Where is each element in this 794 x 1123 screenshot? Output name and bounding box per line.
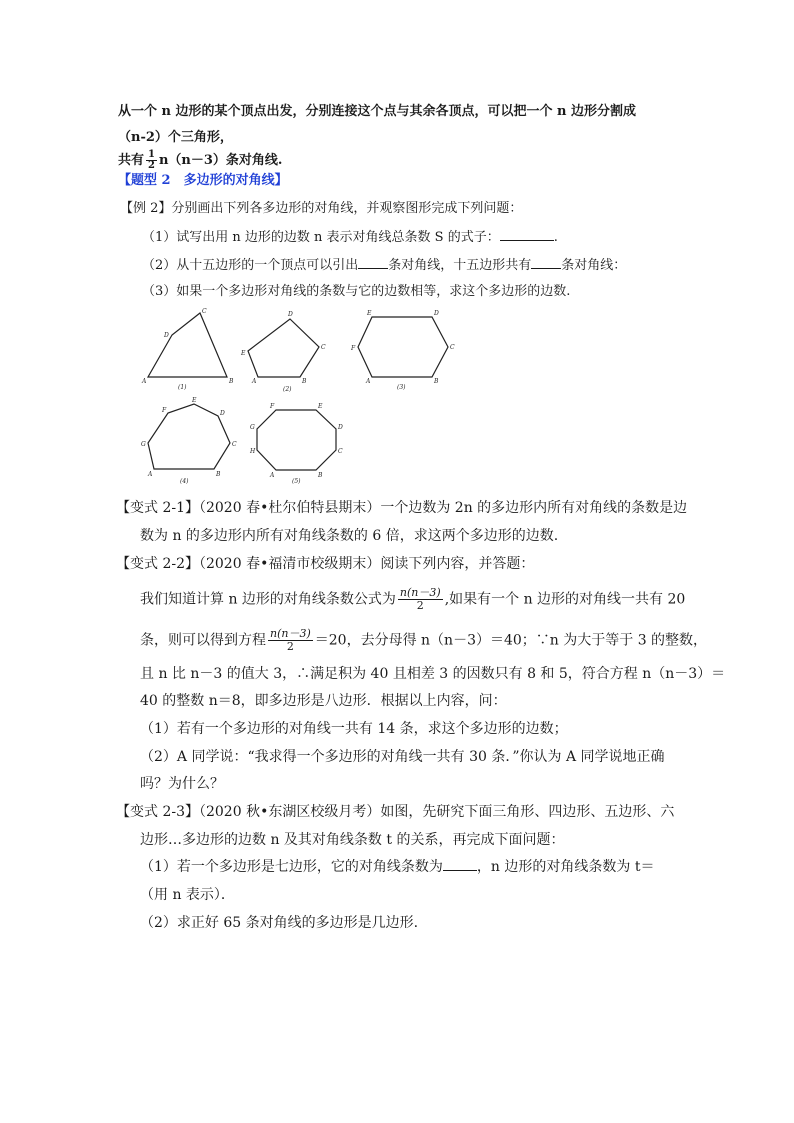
vertex-label: D (288, 311, 293, 318)
example-2-stem: 【例 2】分别画出下列各多边形的对角线，并观察图形完成下列问题： (120, 201, 523, 216)
figure-caption: (5) (292, 478, 301, 485)
example-2-q2 (142, 256, 626, 274)
variant-2-2-p2-pre: 条，则可以得到方程 (140, 632, 266, 649)
variant-2-2-para-2 (140, 628, 707, 653)
vertex-label: C (338, 448, 343, 455)
octagon-shape (257, 410, 336, 470)
intro-line-2: （n-2）个三角形， (118, 130, 233, 145)
variant-2-1-line-1: 【变式 2-1】（2020 春•杜尔伯特县期末）一个边数为 2n 的多边形内所有对角线的条数是边 (116, 500, 688, 516)
intro-frac-num: 1 (148, 149, 155, 160)
vertex-label: C (232, 441, 237, 448)
vertex-label: D (164, 332, 169, 339)
vertex-label: F (162, 407, 167, 414)
example-2-q1-post: . (553, 230, 558, 245)
answer-blank (531, 256, 561, 269)
variant-2-3-line-1: 【变式 2-3】（2020 秋•东湖区校级月考）如图，先研究下面三角形、四边形、五边形、六 (116, 804, 675, 820)
vertex-label: A (366, 378, 371, 385)
variant-2-3-q1-a: （1）若一个多边形是七边形，它的对角线条数为 (140, 859, 443, 875)
example-2-q1 (142, 228, 558, 246)
heptagon-shape (148, 404, 230, 469)
intro-frac-den: 2 (148, 160, 155, 171)
vertex-label: D (338, 424, 343, 431)
variant-2-2-p2-post: ＝20，去分母得 n（n－3）＝40；∵n 为大于等于 3 的整数， (314, 632, 708, 649)
vertex-label: E (318, 403, 323, 410)
variant-2-2-para-4: 40 的整数 n＝8，即多边形是八边形．根据以上内容，问： (140, 693, 507, 709)
topic-2-heading: 【题型 2 多边形的对角线】 (118, 173, 288, 188)
vertex-label: H (250, 448, 256, 455)
answer-blank (500, 228, 554, 241)
vertex-label: E (367, 310, 372, 317)
vertex-label: C (450, 344, 455, 351)
figure-caption: (1) (178, 384, 187, 391)
hexagon-shape (358, 317, 448, 377)
vertex-label: B (318, 472, 323, 479)
intro-line-1: 从一个 n 边形的某个顶点出发，分别连接这个点与其余各顶点，可以把一个 n 边形分割成 (118, 104, 637, 119)
variant-2-2-q2-line-1: （2）A 同学说：“我求得一个多边形的对角线一共有 30 条．”你认为 A 同学说地正确 (140, 749, 665, 765)
polygon-figures (140, 305, 460, 485)
intro-line-3 (118, 150, 282, 171)
variant-2-2-p1-pre: 我们知道计算 n 边形的对角线条数公式为 (140, 591, 396, 608)
variant-2-3-q1 (140, 858, 654, 876)
vertex-label: B (434, 378, 439, 385)
variant-2-2-para-3: 且 n 比 n－3 的值大 3，∴满足积为 40 且相差 3 的因数只有 8 和 5，符合方程 n（n－3）＝ (140, 666, 726, 682)
vertex-label: A (148, 471, 153, 478)
vertex-label: E (241, 350, 246, 357)
example-2-q2-c: 条对角线： (561, 258, 627, 273)
example-2-q3: （3）如果一个多边形对角线的条数与它的边数相等，求这个多边形的边数. (142, 284, 571, 299)
example-2-q1-text: （1）试写出用 n 边形的边数 n 表示对角线总条数 S 的式子： (142, 230, 500, 245)
variant-2-3-line-2: 边形…多边形的边数 n 及其对角线条数 t 的关系，再完成下面问题： (140, 832, 565, 848)
vertex-label: B (216, 471, 221, 478)
vertex-label: F (270, 403, 275, 410)
vertex-label: A (252, 378, 257, 385)
example-2-q2-a: （2）从十五边形的一个顶点可以引出 (142, 258, 359, 273)
answer-blank (358, 256, 388, 269)
quadrilateral-shape (148, 313, 227, 377)
variant-2-2-q2-line-2: 吗？为什么？ (140, 776, 224, 792)
vertex-label: F (351, 345, 356, 352)
equation-den: 2 (268, 640, 313, 653)
variant-2-3-q2: （2）求正好 65 条对角线的多边形是几边形. (140, 915, 419, 931)
vertex-label: E (192, 397, 197, 404)
formula-den: 2 (398, 599, 443, 612)
answer-blank (443, 858, 477, 871)
example-2-q2-b: 条对角线，十五边形共有 (388, 258, 532, 273)
formula-num: n(n－3) (399, 586, 441, 599)
variant-2-3-q1-line-2: （用 n 表示）． (140, 887, 235, 903)
formula-fraction (398, 587, 443, 612)
vertex-label: D (434, 310, 439, 317)
intro-fraction (146, 150, 157, 171)
variant-2-2-q1: （1）若有一个多边形的对角线一共有 14 条，求这个多边形的边数； (140, 721, 568, 737)
vertex-label: B (229, 378, 234, 385)
variant-2-1-line-2: 数为 n 的多边形内所有对角线条数的 6 倍，求这两个多边形的边数. (140, 528, 559, 544)
figure-caption: (4) (180, 478, 189, 485)
intro-line-3-pre: 共有 (118, 153, 145, 168)
variant-2-2-line-1: 【变式 2-2】（2020 春•福清市校级期末）阅读下列内容，并答题： (116, 556, 535, 572)
vertex-label: A (270, 472, 275, 479)
vertex-label: D (220, 410, 225, 417)
vertex-label: C (321, 344, 326, 351)
vertex-label: G (250, 424, 255, 431)
vertex-label: C (202, 308, 207, 315)
variant-2-2-para-1 (140, 587, 685, 612)
vertex-label: A (142, 378, 147, 385)
intro-line-3-post: n（n－3）条对角线. (158, 153, 283, 168)
vertex-label: G (141, 441, 146, 448)
equation-fraction (268, 628, 313, 653)
vertex-label: B (302, 378, 307, 385)
variant-2-2-p1-post: ,如果有一个 n 边形的对角线一共有 20 (444, 591, 686, 608)
equation-num: n(n－3) (270, 627, 311, 640)
figure-caption: (3) (397, 384, 406, 391)
pentagon-shape (248, 319, 319, 377)
figure-caption: (2) (283, 386, 292, 393)
variant-2-3-q1-b: ，n 边形的对角线条数为 t＝ (476, 859, 655, 875)
